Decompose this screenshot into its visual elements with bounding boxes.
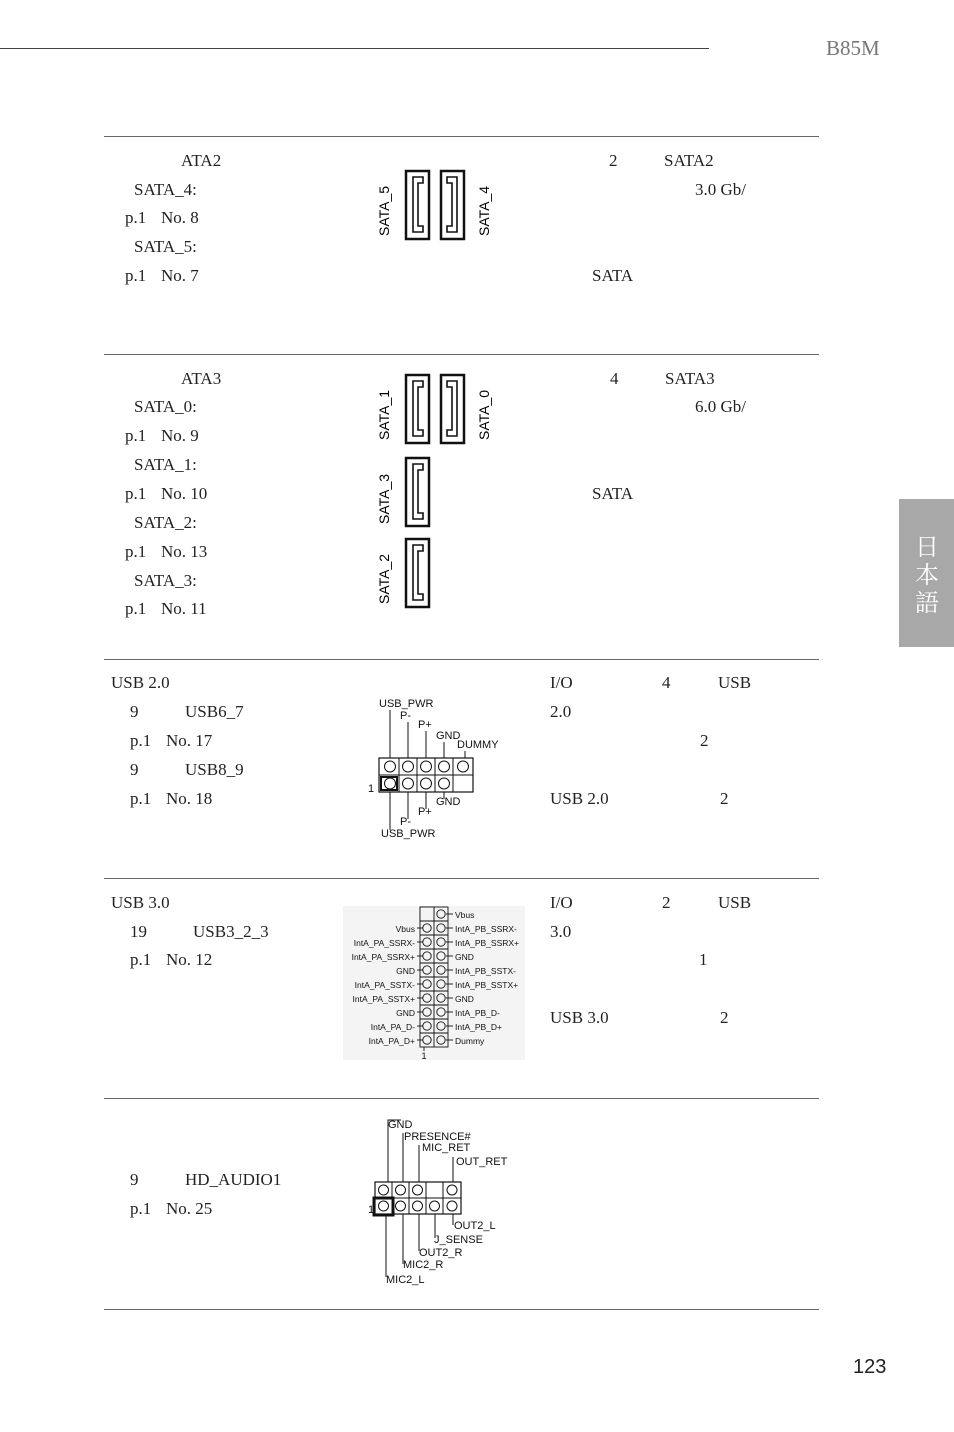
pin-label: IntA_PB_SSTX-: [455, 966, 516, 976]
pin-label: J_SENSE: [434, 1234, 483, 1246]
pin: [447, 1185, 457, 1195]
pin-label: Vbus: [455, 910, 475, 920]
pin-label: IntA_PB_SSRX-: [455, 924, 517, 934]
dummy-label: DUMMY: [457, 739, 499, 751]
pin: [413, 1185, 423, 1195]
pin-label: Dummy: [455, 1036, 485, 1046]
header-rule: [0, 48, 709, 49]
pin: [385, 761, 396, 772]
desc-io: I/O: [550, 893, 573, 912]
pin: [439, 778, 450, 789]
desc-speed: 6.0 Gb/: [695, 397, 746, 416]
pin-label: MIC_RET: [422, 1142, 471, 1154]
sata2-connector-diagram: [370, 168, 500, 246]
sata-key: [447, 381, 457, 436]
section-title: ATA3: [181, 369, 222, 388]
pin-ref: p.1: [130, 731, 152, 750]
pin-ref: p.1: [125, 426, 147, 445]
port-label: SATA_4:: [134, 180, 197, 199]
pin-ref: p.1: [125, 266, 147, 285]
pin-ref: p.1: [125, 542, 147, 561]
pin-label: IntA_PB_D+: [455, 1022, 503, 1032]
header-name: USB8_9: [185, 760, 244, 779]
sata3-connector-diagram: [370, 372, 500, 612]
pin-ref: p.1: [130, 1199, 152, 1218]
desc-io: I/O: [550, 673, 573, 692]
pin-label: IntA_PA_D+: [368, 1036, 415, 1046]
page-ref: No. 7: [161, 266, 199, 285]
desc-usb: USB: [718, 893, 752, 912]
desc-count: 4: [610, 369, 619, 388]
usb-pwr-label: USB_PWR: [379, 698, 434, 710]
model-name: B85M: [826, 36, 880, 60]
sata2-label: SATA_2: [376, 553, 392, 604]
sata1-label: SATA_1: [376, 389, 392, 440]
pin: [430, 1201, 440, 1211]
language-tab: 日本語: [899, 499, 954, 647]
p-minus-label: P-: [400, 710, 411, 722]
page-ref: No. 13: [161, 542, 208, 561]
pin-ref: p.1: [125, 599, 147, 618]
pin: [413, 1201, 423, 1211]
desc-line: USB 2.0: [550, 789, 609, 808]
pin: [403, 761, 414, 772]
port-label: SATA_5:: [134, 237, 197, 256]
desc-two: 2: [720, 789, 729, 808]
header-name: USB6_7: [185, 702, 244, 721]
desc-name: SATA3: [665, 369, 715, 388]
header-name: HD_AUDIO1: [185, 1170, 282, 1189]
pin-label: IntA_PA_SSTX+: [352, 994, 415, 1004]
sata-key: [447, 177, 457, 232]
pin-label: MIC2_L: [386, 1274, 425, 1286]
desc-two: 2: [700, 731, 709, 750]
pin-ref: p.1: [125, 208, 147, 227]
section-title: ATA2: [181, 151, 222, 170]
page-ref: No. 8: [161, 208, 199, 227]
port-label: SATA_3:: [134, 571, 197, 590]
pin: [385, 778, 396, 789]
section-title: USB 2.0: [111, 673, 170, 692]
pin-label: GND: [396, 1008, 415, 1018]
desc-sata: SATA: [592, 266, 634, 285]
pin-label: Vbus: [395, 924, 415, 934]
gnd-label: GND: [436, 796, 461, 808]
pin1-label: 1: [368, 783, 375, 795]
pin: [447, 1201, 457, 1211]
port-label: SATA_1:: [134, 455, 197, 474]
pin: [396, 1185, 406, 1195]
pin-label: MIC2_R: [403, 1259, 444, 1271]
section-divider: [104, 1098, 819, 1099]
port-label: SATA_0:: [134, 397, 197, 416]
pin1-label: 1: [421, 1051, 427, 1061]
pin-label: GND: [396, 966, 415, 976]
page-ref: No. 10: [161, 484, 208, 503]
pin: [458, 761, 469, 772]
sata5-label: SATA_5: [376, 185, 392, 236]
pin-ref: p.1: [130, 789, 152, 808]
sata-key: [413, 545, 423, 600]
pin: [396, 1201, 406, 1211]
pin-label: IntA_PB_SSTX+: [455, 980, 519, 990]
sata-key: [413, 177, 423, 232]
page-ref: No. 17: [166, 731, 213, 750]
p-minus-label: P-: [400, 816, 411, 828]
pin-empty-slot: [420, 907, 434, 921]
section-divider: [104, 136, 819, 137]
sata-key: [413, 381, 423, 436]
pin-label: OUT_RET: [456, 1156, 508, 1168]
desc-one: 1: [699, 950, 708, 969]
p-plus-label: P+: [418, 719, 432, 731]
page-ref: No. 9: [161, 426, 199, 445]
page-ref: No. 25: [166, 1199, 213, 1218]
desc-sata: SATA: [592, 484, 634, 503]
pin-count: 9: [130, 1170, 139, 1189]
page-ref: No. 11: [161, 599, 207, 618]
pin-1-square: [381, 777, 397, 790]
pin-label: IntA_PA_SSTX-: [354, 980, 415, 990]
pin-label: IntA_PA_SSRX+: [351, 952, 415, 962]
pin-label: GND: [455, 952, 474, 962]
pin-label: OUT2_R: [419, 1247, 463, 1259]
section-divider: [104, 354, 819, 355]
pin-label: IntA_PA_D-: [370, 1022, 415, 1032]
desc-name: SATA2: [664, 151, 714, 170]
sata4-label: SATA_4: [476, 185, 492, 236]
pin-ref: p.1: [130, 950, 152, 969]
pin: [439, 761, 450, 772]
sata0-label: SATA_0: [476, 389, 492, 440]
section-divider: [104, 1309, 819, 1310]
pin: [379, 1201, 389, 1211]
desc-ver: 2.0: [550, 702, 572, 721]
page-number: 123: [853, 1356, 887, 1378]
section-divider: [104, 659, 819, 660]
pin: [379, 1185, 389, 1195]
pin-count: 9: [130, 702, 139, 721]
port-label: SATA_2:: [134, 513, 197, 532]
pin-count: 9: [130, 760, 139, 779]
page-ref: No. 18: [166, 789, 213, 808]
desc-two: 2: [720, 1008, 729, 1027]
header-name: USB3_2_3: [193, 922, 269, 941]
p-plus-label: P+: [418, 806, 432, 818]
hd-audio-header-diagram: [362, 1116, 512, 1288]
usb3-header-diagram: [343, 906, 525, 1062]
usb2-header-diagram: [362, 695, 512, 843]
desc-usb: USB: [718, 673, 752, 692]
pin-count: 19: [130, 922, 147, 941]
desc-speed: 3.0 Gb/: [695, 180, 746, 199]
desc-count: 4: [662, 673, 671, 692]
sata-key: [413, 464, 423, 519]
usb-pwr-label: USB_PWR: [381, 828, 436, 840]
pin: [421, 778, 432, 789]
pin-label: PRESENCE#: [404, 1131, 471, 1143]
pin-label: GND: [455, 994, 474, 1004]
pin-label: GND: [388, 1119, 413, 1131]
pin-label: IntA_PB_SSRX+: [455, 938, 520, 948]
pin: [421, 761, 432, 772]
page-ref: No. 12: [166, 950, 213, 969]
pin1-label: 1: [368, 1204, 375, 1216]
section-title: USB 3.0: [111, 893, 170, 912]
pin-label: OUT2_L: [454, 1220, 496, 1232]
desc-count: 2: [662, 893, 671, 912]
sata3-label: SATA_3: [376, 473, 392, 524]
pin-label: IntA_PA_SSRX-: [353, 938, 415, 948]
gnd-label: GND: [436, 730, 461, 742]
section-divider: [104, 878, 819, 879]
desc-ver: 3.0: [550, 922, 572, 941]
desc-count: 2: [609, 151, 618, 170]
pin-ref: p.1: [125, 484, 147, 503]
pin: [403, 778, 414, 789]
pin-label: IntA_PB_D-: [455, 1008, 500, 1018]
desc-line: USB 3.0: [550, 1008, 609, 1027]
